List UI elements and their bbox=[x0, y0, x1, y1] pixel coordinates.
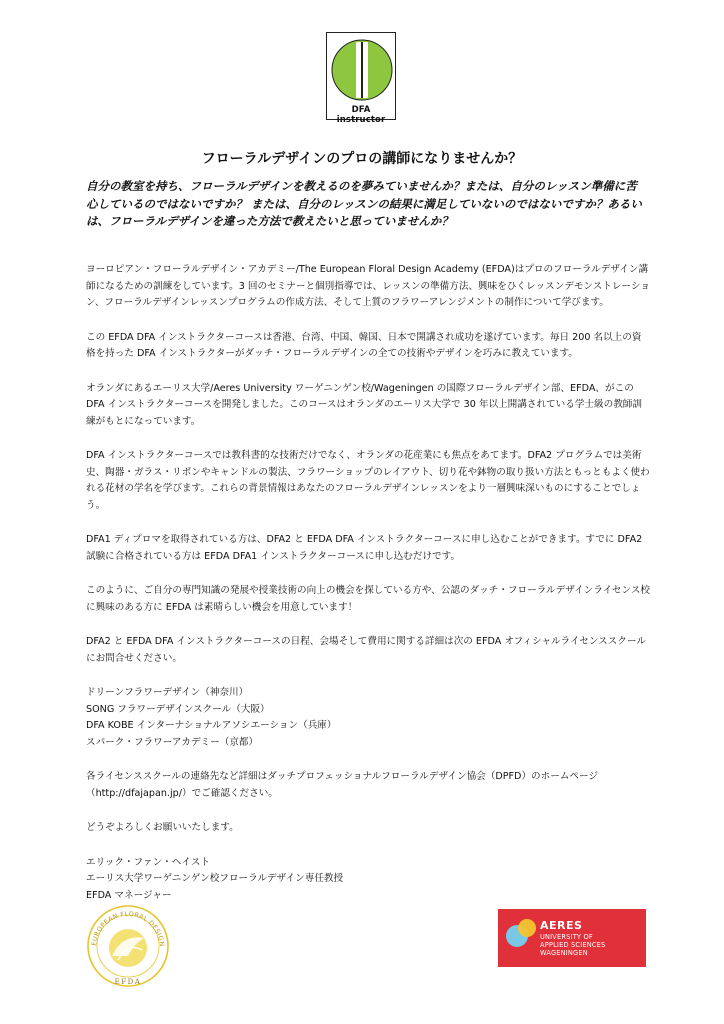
list-item: SONG フラワーデザインスクール（大阪） bbox=[86, 703, 270, 715]
school-list bbox=[86, 685, 650, 751]
signature-title: エーリス大学ワーゲニンゲン校フローラルデザイン専任教授 bbox=[86, 873, 344, 884]
page-title: フローラルデザインのプロの講師になりませんか？ bbox=[201, 151, 523, 167]
aeres-university-logo bbox=[498, 909, 646, 967]
intro-paragraph: 自分の教室を持ち、フローラルデザインを教えるのを夢みていませんか？または、自分のレッスン準備に苦心しているのではないですか？ または、自分のレッスンの結果に満足していないのではないですか？あるいは、フローラルデザインを違った方法で教えたいと思っていませんか？ bbox=[86, 179, 642, 228]
paragraph-7: DFA2 と EFDA DFA インストラクターコースの日程、会場そして費用に関する詳細は次の EFDA オフィシャルライセンススクールにお問合せください。 bbox=[86, 636, 646, 664]
paragraph-5: DFA1 ディプロマを取得されている方は、DFA2 と EFDA DFA インストラクターコースに申し込むことができます。すでに DFA2 試験に合格されている方は EFDA DFA1 インストラクターコースに申し込むだけです。 bbox=[86, 534, 643, 562]
contact-note: 各ライセンススクールの連絡先など詳細はダッチプロフェッショナルフローラルデザイン協会（DPFD）のホームページ（http://dfajapan.jp/）でご確認ください。 bbox=[86, 771, 598, 799]
svg-text:EUROPEAN FLORAL DESIGN ACADEMY: EUROPEAN FLORAL DESIGN bbox=[90, 909, 167, 947]
paragraph-1: ヨーロピアン・フローラルデザイン・アカデミー/The European Floral Design Academy (EFDA)はプロのフローラルデザイン講師になるための訓練をしています。3 回のセミナーと個別指導では、レッスンの準備方法、興味をひくレッスンデモンストレーション、フローラルデザインレッスンプログラムの作成方法、そして上質のフラワーアレンジメントの制作について学びます。 bbox=[86, 264, 650, 308]
list-item: DFA KOBE インターナショナルアソシエーション（兵庫） bbox=[86, 720, 337, 731]
efda-emblem-icon bbox=[82, 898, 174, 990]
list-item: ドリーンフラワーデザイン（神奈川） bbox=[86, 687, 249, 698]
paragraph-6: このように、ご自分の専門知識の発展や授業技術の向上の機会を探している方や、公認のダッチ・フローラルデザインライセンス校に興味のある方に EFDA は素晴らしい機会を用意しています！ bbox=[86, 585, 651, 613]
aeres-name: AERES bbox=[540, 919, 583, 932]
aeres-sub-line: APPLIED SCIENCES bbox=[540, 941, 606, 949]
aeres-sub-line: UNIVERSITY OF bbox=[540, 933, 593, 941]
aeres-sub-line: WAGENINGEN bbox=[540, 949, 588, 957]
dfa-instructor-logo bbox=[326, 32, 396, 125]
signature-name: エリック・ファン・ヘイスト bbox=[86, 856, 211, 868]
logo-caption: DFA instructor bbox=[336, 105, 386, 125]
paragraph-2: この EFDA DFA インストラクターコースは香港、台湾、中国、韓国、日本で開講され成功を遂げています。毎日 200 名以上の資格を持った DFA インストラクターがダッチ・フローラルデザインの全ての技術やデザインを巧みに教えています。 bbox=[86, 331, 642, 359]
svg-text:EFDA: EFDA bbox=[114, 978, 142, 986]
paragraph-4: DFA インストラクターコースでは教科書的な技術だけでなく、オランダの花産業にも焦点をあてます。DFA2 プログラムでは美術史、陶器・ガラス・リボンやキャンドルの製法、フラワーショップのレイアウト、切り花や鉢物の取り扱い方法ともっともよく使われる花材の学名を学びます。これらの背景情報はあなたのフローラルデザインレッスンをより一層興味深いものにすることでしょう。 bbox=[86, 450, 650, 511]
yellow-circle-icon bbox=[518, 919, 536, 937]
efda-logo bbox=[82, 898, 174, 990]
closing-line: どうぞよろしくお願いいたします。 bbox=[86, 822, 239, 833]
body-text bbox=[86, 262, 650, 904]
aeres-subtitle bbox=[540, 933, 605, 957]
paragraph-3: オランダにあるエーリス大学/Aeres University ワーゲニンゲン校/Wageningen の国際フローラルデザイン部、EFDA、がこの DFA インストラクターコースを開発しました。このコースはオランダのエーリス大学で 30 年以上開講されている学士級の教師訓練がもとになっています。 bbox=[86, 382, 642, 427]
signature-role: EFDA マネージャー bbox=[86, 889, 172, 901]
signature-block bbox=[86, 855, 650, 905]
list-item: スパーク・フラワーアカデミー（京都） bbox=[86, 736, 259, 748]
